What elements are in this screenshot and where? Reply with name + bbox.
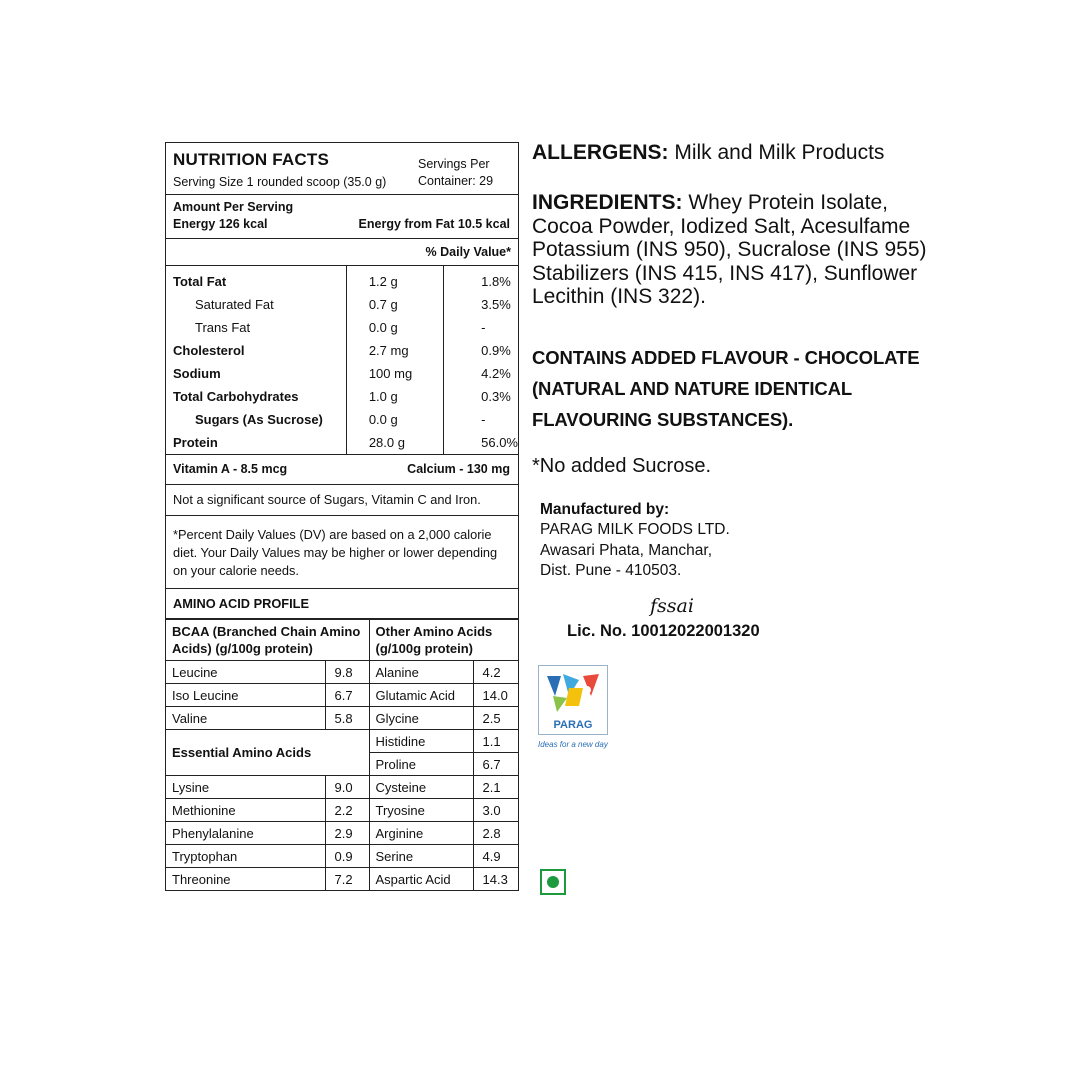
amount-per-serving: Amount Per Serving Energy 126 kcal Energy from Fat 10.5 kcal [166,195,518,239]
amino-acid-name: Glutamic Acid [369,684,473,707]
amino-acid-name: Leucine [166,661,325,684]
amino-acid-name: Lysine [166,776,325,799]
amino-acid-title: AMINO ACID PROFILE [166,589,518,619]
nutrient-amount: 1.0 g [346,385,443,408]
amino-acid-row [166,776,518,799]
nutrient-name: Saturated Fat [166,293,346,316]
amino-acid-name: Valine [166,707,325,730]
servings-per-container: Servings Per Container: 29 [418,157,494,188]
nutrient-amount: 1.2 g [346,266,443,293]
nutrient-name: Sodium [166,362,346,385]
amino-acid-value: 9.8 [325,661,369,684]
other-amino-header: Other Amino Acids (g/100g protein) [369,620,518,661]
product-info [532,140,932,582]
amino-acid-value: 14.0 [473,684,518,707]
amino-acid-value: 5.8 [325,707,369,730]
veg-symbol-icon [540,869,566,895]
amino-acid-name: Alanine [369,661,473,684]
amino-acid-row [166,661,518,684]
amino-acid-table [166,619,518,890]
amino-acid-row [166,799,518,822]
amino-acid-row [166,822,518,845]
nutrient-table [166,266,518,455]
amino-acid-value: 3.0 [473,799,518,822]
amino-acid-value: 14.3 [473,868,518,891]
nutrient-row [166,266,518,293]
energy: Energy 126 kcal [173,217,268,231]
nutrient-daily-value: 1.8% [481,274,511,289]
amino-acid-name: Arginine [369,822,473,845]
manufacturer: Manufactured by: PARAG MILK FOODS LTD. Awasari Phata, Manchar, Dist. Pune - 410503. [540,500,730,579]
nutrient-amount: 0.0 g [346,408,443,431]
amino-acid-value: 9.0 [325,776,369,799]
nutrient-name: Protein [166,431,346,454]
nutrient-row [166,293,518,316]
amino-acid-row [166,684,518,707]
nutrient-amount: 100 mg [346,362,443,385]
nutrient-amount: 0.0 g [346,316,443,339]
nutrient-daily-value: 4.2% [481,366,511,381]
nutrient-name: Cholesterol [166,339,346,362]
amino-acid-name: Histidine [369,730,473,753]
svg-text:PARAG: PARAG [553,719,593,731]
nutrient-amount: 2.7 mg [346,339,443,362]
nutrition-facts-panel [165,142,519,891]
amino-acid-value: 2.2 [325,799,369,822]
amino-acid-value: 6.7 [325,684,369,707]
amino-acid-name: Tryptophan [166,845,325,868]
amino-acid-name: Threonine [166,868,325,891]
daily-value-header: % Daily Value* [166,239,518,266]
logo-tagline: Ideas for a new day [538,740,608,749]
daily-value-footnote: *Percent Daily Values (DV) are based on a 2,000 calorie diet. Your Daily Values may be higher or lower depending on your calorie needs. [166,516,518,589]
nutrient-row [166,385,518,408]
ingredients: INGREDIENTS: Whey Protein Isolate, Cocoa Powder, Iodized Salt, Acesulfame Potassium (INS 950), Sucralose (INS 955) Stabilizers (INS 415, INS 417), Sunflower Lecithin (INS 322). [532,191,927,308]
nutrient-name: Sugars (As Sucrose) [166,408,346,431]
amino-acid-row [166,730,518,753]
amino-acid-name: Iso Leucine [166,684,325,707]
amino-acid-row [166,707,518,730]
nutrient-name: Trans Fat [166,316,346,339]
energy-from-fat: Energy from Fat 10.5 kcal [358,217,510,231]
amino-acid-name: Proline [369,753,473,776]
nutrient-row [166,339,518,362]
amino-acid-value: 2.1 [473,776,518,799]
amino-acid-value: 0.9 [325,845,369,868]
amino-acid-name: Methionine [166,799,325,822]
amino-acid-name: Aspartic Acid [369,868,473,891]
nutrient-row [166,431,518,454]
parag-logo [538,665,608,735]
nutrient-daily-value: 0.9% [481,343,511,358]
not-significant-note: Not a significant source of Sugars, Vitamin C and Iron. [166,485,518,516]
amino-acid-value: 2.9 [325,822,369,845]
flavour-statement: CONTAINS ADDED FLAVOUR - CHOCOLATE (NATURAL AND NATURE IDENTICAL FLAVOURING SUBSTANCES). [532,346,920,430]
amino-acid-value: 2.5 [473,707,518,730]
nutrient-row [166,362,518,385]
parag-logo-icon [539,666,607,734]
amino-acid-value: 4.9 [473,845,518,868]
nutrition-title: NUTRITION FACTS [173,150,329,169]
amino-acid-name: Cysteine [369,776,473,799]
license-number: Lic. No. 10012022001320 [567,622,760,640]
serving-size: Serving Size 1 rounded scoop (35.0 g) [173,175,387,189]
nutrient-amount: 28.0 g [346,431,443,454]
vitamin-a: Vitamin A - 8.5 mcg [173,462,288,476]
nutrient-amount: 0.7 g [346,293,443,316]
no-sucrose-note: *No added Sucrose. [532,454,712,477]
nutrition-header [166,143,518,195]
amino-acid-name: Tryosine [369,799,473,822]
vitamins-row [166,455,518,485]
calcium: Calcium - 130 mg [407,462,510,476]
amino-acid-value: 4.2 [473,661,518,684]
nutrient-daily-value: 3.5% [481,297,511,312]
amino-acid-value: 6.7 [473,753,518,776]
allergens: ALLERGENS: Milk and Milk Products [532,141,885,164]
fssai-logo: fssai [650,595,694,617]
nutrient-row [166,316,518,339]
essential-amino-header: Essential Amino Acids [166,730,369,776]
nutrient-row [166,408,518,431]
amino-acid-value: 7.2 [325,868,369,891]
nutrient-daily-value: - [481,412,486,427]
bcaa-header: BCAA (Branched Chain Amino Acids) (g/100g protein) [166,620,369,661]
amino-acid-name: Phenylalanine [166,822,325,845]
amino-acid-name: Serine [369,845,473,868]
amino-acid-row [166,868,518,891]
nutrient-daily-value: 56.0% [481,435,518,450]
nutrient-name: Total Fat [166,266,346,293]
nutrient-daily-value: 0.3% [481,389,511,404]
amino-acid-row [166,845,518,868]
amino-acid-value: 1.1 [473,730,518,753]
nutrient-name: Total Carbohydrates [166,385,346,408]
nutrient-daily-value: - [481,320,486,335]
amino-acid-name: Glycine [369,707,473,730]
amino-acid-value: 2.8 [473,822,518,845]
